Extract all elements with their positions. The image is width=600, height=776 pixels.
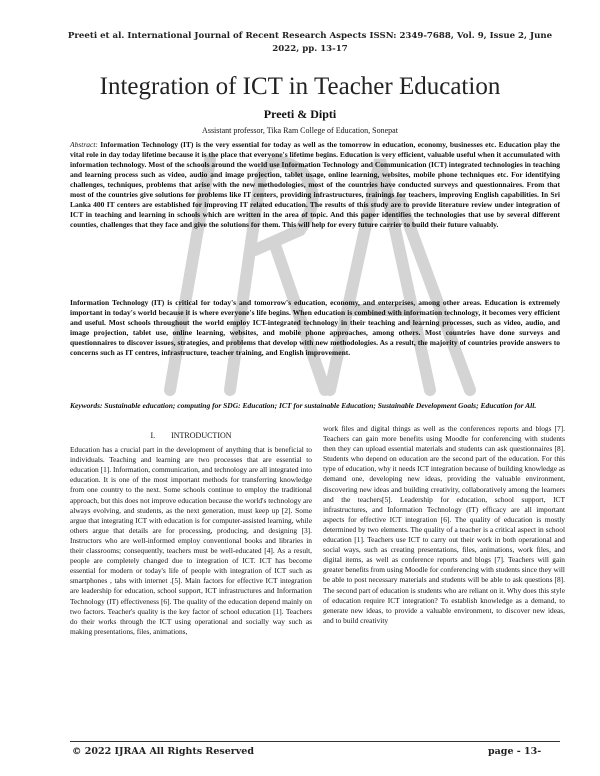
section-heading-introduction: I. INTRODUCTION [150, 431, 232, 440]
footer-divider [70, 741, 560, 742]
footer-page-number: page - 13- [488, 746, 542, 757]
keywords [70, 401, 560, 411]
keywords-text: : Sustainable education; computing for SDG: Education; ICT for sustainable Education; Sustainable Development Goals; Education for All. [100, 401, 537, 410]
right-column-text: work files and digital things as well as the conferences reports and blogs [7]. Teachers can gain more benefits using Moodle for conferencing with students then they can upload essential materials and students can ask questionnaires [8]. Students who depend on education are the second part of the education. For this type of education, why it needs ICT integration because of building knowledge as demand one, developing new ideas, providing the valuable environment, discovering new ideas and building creativity, collaboratively among the learners and the teachers[5]. Leadership for education, school support, ICT infrastructures, and Information Technology (IT) efficacy are all important aspects for effective ICT integration [6]. The quality of education is mostly determined by two elements. The quality of a teacher is a critical aspect in school education [1]. Teachers use ICT to carry out their work in both operational and social ways, such as creating presentations, files, animations, work files, and digital items, as well as conference reports and blogs [7]. Teachers will gain greater benefits from using Moodle for conferencing with students since they will be able to post necessary materials and students will be able to ask questions [8]. The second part of education is students who are reliant on it. Why does this style of education require ICT integration? To establish knowledge as a demand, to generate new ideas, to provide a valuable environment, to discover new ideas, and to build creativity [323, 424, 565, 625]
paper-authors: Preeti & Dipti [263, 107, 337, 121]
left-column-text: Education has a crucial part in the development of anything that is beneficial to individuals. Teaching and learning are two processes that are essential to education [1]. Information, communication, and technology are all integrated into education. It is one of the most important methods for transferring knowledge from one country to the next. Some schools continue to employ the traditional approach, but this does not improve education because the world's technology are always evolving, and students, as the next generation, must keep up [2]. Some argue that integrating ICT with education is for computer-assisted learning, while others argue that details are for processing, producing, and designing [3]. Instructors who are well-informed employ conventional books and libraries in their classrooms; consequently, teachers must be well-educated [4]. As a result, people are completely changed due to integration of ICT. ICT has become essential for modern or today's life of people with integration of ICT such as smartphones , tabs with internet .[5]. Main factors for effective ICT integration are leadership for education, school support, ICT infrastructures and Information Technology (IT) effectiveness [6]. The quality of the education depend mainly on two factors. Teacher's quality is the key factor of school education [1]. Teachers do their works through the ICT using operational and socially way such as making presentations, files, animations, [70, 445, 312, 636]
abstract [70, 140, 560, 230]
author-affiliation: Assistant professor, Tika Ram College of Education, Sonepat [202, 126, 398, 135]
keywords-label: Keywords [70, 401, 100, 410]
abstract-label: Abstract: [70, 140, 98, 149]
right-column [323, 424, 565, 626]
abstract-text: Information Technology (IT) is the very essential for today as well as the tomorrow in education, economy, businesses etc. Education play the vital role in day today lifetime because it is the place that everyone's lifetime begins. Education is very efficient, valuable useful when it accumulated with information technology. Most of the schools around the world use Information Technology and Communication (ICT) integrated technologies in teaching and learning process such as video, audio and image projection, tablet usage, online learning, websites, mobile phone techniques etc. For identifying challenges, techniques, problems that arise with the new methodologies, most of the countries have conducted surveys and questionnaires. From that most of the countries give solutions for problems like IT centers, providing infrastructures, trainings for teachers, improving English capabilities. In Sri Lanka 400 IT centers are established for improving IT related education. The results of this study are to provide literature review under integration of ICT in teaching and learning in schools which are written in the area of topic. And this paper identifies the technologies that use by several different counties, challenges that they face and give the solutions for them. This will help for every future carrier to build their future valuably. [70, 140, 561, 229]
footer-copyright: © 2022 IJRAA All Rights Reserved [72, 746, 254, 757]
running-head: Preeti et al. International Journal of Recent Research Aspects ISSN: 2349-7688, Vol. 9, Issue 2, June 2022, pp. 13-17 [67, 31, 553, 54]
paper-title: Integration of ICT in Teacher Education [99, 73, 501, 100]
summary-paragraph: Information Technology (IT) is critical for today's and tomorrow's education, economy, and enterprises, among other areas. Education is extremely important in today's world because it is where everyone's life begins. When education is combined with information technology, it becomes very efficient and useful. Most schools throughout the world employ ICT-integrated technology in their teaching and learning processes, such as video, audio, and image projection, tablet use, online learning, websites, and mobile phone approaches, among others. Most countries have done surveys and questionnaires to discover issues, strategies, and problems that develop with new methodologies. As a result, the majority of countries provide answers to concerns such as IT centres, infrastructure, teacher training, and English improvement. [70, 298, 560, 357]
left-column [70, 431, 312, 637]
